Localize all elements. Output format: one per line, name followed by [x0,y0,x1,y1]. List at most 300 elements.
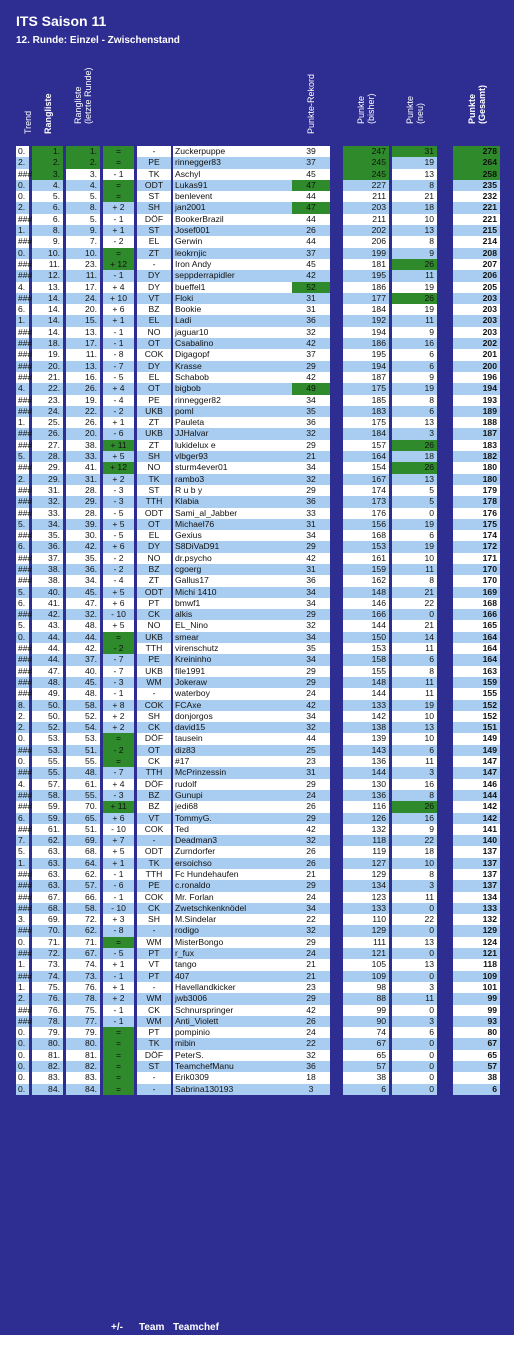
cell-rank: 73. [32,959,63,970]
cell-chief: Zuckerpuppe [173,146,302,157]
cell-trend: ### [18,439,33,450]
cell-team: CK [137,1005,171,1016]
cell-pts-new: 19 [392,519,437,530]
cell-chief: BookerBrazil [173,214,302,225]
cell-rank: 44. [32,654,63,665]
cell-pts-before: 183 [343,406,389,417]
cell-record: 32 [292,925,330,936]
cell-rank: 75. [32,982,63,993]
cell-rank-prev: 75. [66,1005,100,1016]
table-row [16,270,500,281]
table-row [16,202,500,213]
cell-delta: - 1 [103,1016,134,1027]
cell-pts-before: 143 [343,745,389,756]
table-row [16,813,500,824]
cell-pts-before: 154 [343,462,389,473]
cell-pts-before: 38 [343,1072,389,1083]
cell-chief: Kreininho [173,654,302,665]
table-row [16,417,500,428]
cell-chief: M.Sindelar [173,914,302,925]
cell-trend: ### [18,891,33,902]
cell-rank: 1. [32,146,63,157]
cell-record: 35 [292,406,330,417]
cell-pts-before: 177 [343,293,389,304]
cell-record: 32 [292,722,330,733]
cell-pts-total: 159 [453,677,500,688]
cell-chief: Zwetschkenknödel [173,903,302,914]
cell-record: 37 [292,248,330,259]
cell-delta: - 7 [103,767,134,778]
cell-chief: Gunupi [173,790,302,801]
table-row [16,711,500,722]
cell-rank: 11. [32,259,63,270]
cell-record: 31 [292,519,330,530]
cell-rank: 33. [32,508,63,519]
table-row [16,180,500,191]
cell-delta: = [103,248,134,259]
cell-trend: 0. [16,756,29,767]
cell-record: 37 [292,349,330,360]
cell-rank: 67. [32,892,63,903]
cell-team: ST [137,225,171,236]
cell-pts-new: 19 [392,700,437,711]
cell-rank: 29. [32,462,63,473]
cell-team: DY [137,361,171,372]
cell-delta: = [103,937,134,948]
table-row [16,304,500,315]
cell-record: 37 [292,157,330,168]
cell-record: 44 [292,191,330,202]
cell-pts-new: 8 [392,236,437,247]
table-row [16,835,500,846]
cell-rank: 14. [32,304,63,315]
cell-pts-new: 16 [392,813,437,824]
cell-team: TK [137,858,171,869]
cell-pts-new: 22 [392,914,437,925]
header-record-cell [292,62,330,144]
cell-delta: - 5 [103,948,134,959]
cell-rank: 37. [32,553,63,564]
cell-chief: Havellandkicker [173,982,302,993]
table-row [16,643,500,654]
cell-pts-before: 139 [343,733,389,744]
cell-pts-before: 174 [343,485,389,496]
cell-pts-new: 11 [392,270,437,281]
cell-team: ZT [137,248,171,259]
cell-pts-total: 155 [453,688,500,699]
cell-rank-prev: 41. [66,462,100,473]
table-row [16,1072,500,1083]
header-rank: Rangliste [42,93,53,134]
cell-pts-new: 8 [392,790,437,801]
cell-pts-new: 6 [392,654,437,665]
cell-rank-prev: 33. [66,451,100,462]
cell-rank-prev: 48. [66,688,100,699]
cell-team: ZT [137,440,171,451]
cell-delta: - 3 [103,485,134,496]
cell-pts-before: 175 [343,383,389,394]
cell-rank-prev: 5. [66,214,100,225]
cell-rank-prev: 22. [66,406,100,417]
cell-pts-total: 152 [453,700,500,711]
cell-delta: - 8 [103,925,134,936]
cell-pts-new: 9 [392,372,437,383]
cell-trend: ### [18,925,33,936]
table-row [16,530,500,541]
cell-pts-before: 133 [343,903,389,914]
cell-rank-prev: 7. [66,236,100,247]
cell-trend: 8. [16,700,29,711]
cell-pts-new: 16 [392,338,437,349]
cell-delta: - 7 [103,361,134,372]
cell-pts-before: 166 [343,609,389,620]
cell-chief: R u b y [173,485,302,496]
cell-chief: rinnegger83 [173,157,302,168]
cell-trend: 6. [16,598,29,609]
cell-rank-prev: 51. [66,824,100,835]
cell-rank: 59. [32,813,63,824]
cell-trend: ### [18,349,33,360]
cell-chief: Michi 1410 [173,587,302,598]
cell-rank-prev: 42. [66,643,100,654]
cell-record: 29 [292,440,330,451]
cell-rank-prev: 61. [66,779,100,790]
cell-record: 42 [292,338,330,349]
cell-chief: virenschutz [173,643,302,654]
cell-chief: Gallus17 [173,575,302,586]
cell-pts-new: 19 [392,304,437,315]
table-row [16,1084,500,1095]
cell-rank: 6. [32,214,63,225]
cell-pts-before: 176 [343,508,389,519]
cell-pts-before: 206 [343,236,389,247]
cell-pts-before: 144 [343,688,389,699]
cell-pts-before: 129 [343,869,389,880]
cell-trend: 1. [16,225,29,236]
cell-trend: 2. [16,202,29,213]
cell-pts-before: 167 [343,474,389,485]
cell-record: 26 [292,801,330,812]
cell-pts-total: 121 [453,948,500,959]
cell-chief: Gexius [173,530,302,541]
cell-rank: 44. [32,643,63,654]
cell-rank: 71. [32,937,63,948]
cell-delta: = [103,632,134,643]
cell-trend: 5. [16,620,29,631]
cell-trend: ### [18,496,33,507]
cell-chief: MisterBongo [173,937,302,948]
cell-delta: + 5 [103,451,134,462]
cell-rank-prev: 47. [66,598,100,609]
cell-delta: + 2 [103,993,134,1004]
cell-trend: 0. [16,1084,29,1095]
cell-rank-prev: 53. [66,733,100,744]
cell-trend: ### [18,462,33,473]
page-title: ITS Saison 11 [16,13,107,29]
cell-team: OT [137,745,171,756]
cell-delta: = [103,1038,134,1049]
cell-pts-total: 80 [453,1027,500,1038]
cell-rank: 26. [32,428,63,439]
table-row [16,620,500,631]
cell-delta: - 1 [103,338,134,349]
cell-delta: = [103,1084,134,1095]
cell-pts-before: 130 [343,779,389,790]
cell-rank-prev: 10. [66,248,100,259]
cell-record: 29 [292,779,330,790]
cell-delta: - 10 [103,903,134,914]
table-row [16,541,500,552]
cell-trend: ### [18,1015,33,1026]
cell-record: 42 [292,824,330,835]
cell-trend: ### [18,869,33,879]
table-row [16,914,500,925]
cell-rank-prev: 31. [66,474,100,485]
cell-pts-before: 156 [343,519,389,530]
cell-pts-total: 206 [453,270,500,281]
cell-pts-total: 99 [453,993,500,1004]
table-row [16,869,500,880]
cell-rank-prev: 3. [66,169,100,180]
cell-pts-total: 151 [453,722,500,733]
cell-rank: 63. [32,858,63,869]
cell-trend: 1. [16,315,29,326]
cell-pts-before: 148 [343,677,389,688]
table-row [16,383,500,394]
cell-pts-new: 11 [392,315,437,326]
cell-pts-new: 3 [392,428,437,439]
cell-team: SH [137,451,171,462]
cell-pts-before: 126 [343,813,389,824]
cell-delta: - 2 [103,745,134,756]
table-row [16,236,500,247]
cell-rank: 76. [32,993,63,1004]
cell-delta: - 3 [103,496,134,507]
cell-delta: + 10 [103,293,134,304]
cell-record: 39 [292,146,330,157]
cell-delta: - 2 [103,564,134,575]
cell-pts-total: 171 [453,553,500,564]
cell-team: - [137,688,171,699]
cell-delta: + 5 [103,846,134,857]
cell-pts-total: 203 [453,304,500,315]
cell-delta: - 1 [103,169,134,180]
table-row [16,609,500,620]
cell-chief: bueffel1 [173,282,302,293]
header-pts-before-cell [343,62,389,144]
table-row [16,1005,500,1016]
cell-pts-new: 8 [392,180,437,191]
cell-pts-before: 121 [343,948,389,959]
table-row [16,248,500,259]
cell-record: 31 [292,293,330,304]
cell-rank-prev: 55. [66,790,100,801]
table-row [16,959,500,970]
cell-team: VT [137,813,171,824]
cell-team: DÖF [137,733,171,744]
cell-team: SH [137,914,171,925]
cell-trend: ### [18,643,33,654]
cell-pts-new: 11 [392,677,437,688]
cell-rank: 48. [32,677,63,688]
cell-pts-new: 11 [392,892,437,903]
cell-record: 34 [292,598,330,609]
cell-rank: 40. [32,587,63,598]
cell-rank-prev: 19. [66,395,100,406]
cell-chief: smear [173,632,302,643]
cell-trend: 7. [16,835,29,846]
cell-delta: - 1 [103,327,134,338]
cell-pts-new: 6 [392,745,437,756]
cell-rank: 55. [32,767,63,778]
cell-record: 34 [292,711,330,722]
cell-team: UKB [137,632,171,643]
cell-record: 24 [292,790,330,801]
cell-team: TTH [137,496,171,507]
cell-pts-new: 14 [392,632,437,643]
cell-chief: Michael76 [173,519,302,530]
cell-pts-new: 3 [392,982,437,993]
cell-rank-prev: 34. [66,575,100,586]
cell-pts-before: 184 [343,304,389,315]
cell-pts-new: 11 [392,688,437,699]
cell-rank: 68. [32,903,63,914]
cell-trend: 5. [16,519,29,530]
cell-pts-new: 8 [392,666,437,677]
cell-delta: + 6 [103,541,134,552]
table-row [16,1038,500,1049]
table-row [16,553,500,564]
cell-pts-before: 67 [343,1038,389,1049]
cell-team: PE [137,880,171,891]
cell-delta: = [103,191,134,202]
table-row [16,858,500,869]
cell-rank: 23. [32,395,63,406]
cell-rank: 36. [32,541,63,552]
cell-team: COK [137,892,171,903]
cell-pts-new: 10 [392,553,437,564]
cell-chief: diz83 [173,745,302,756]
cell-chief: Jokeraw [173,677,302,688]
cell-delta: + 12 [103,259,134,270]
cell-delta: = [103,1050,134,1061]
cell-pts-total: 203 [453,293,500,304]
table-row [16,214,500,225]
cell-chief: Erik0309 [173,1072,302,1083]
cell-pts-total: 215 [453,225,500,236]
cell-pts-before: 195 [343,349,389,360]
cell-rank-prev: 28. [66,508,100,519]
cell-pts-before: 110 [343,914,389,925]
cell-pts-before: 245 [343,157,389,168]
cell-pts-before: 247 [343,146,389,157]
cell-pts-new: 0 [392,508,437,519]
cell-rank: 59. [32,801,63,812]
cell-pts-total: 144 [453,790,500,801]
cell-pts-new: 13 [392,937,437,948]
cell-trend: 0. [16,248,29,259]
cell-rank-prev: 1. [66,146,100,157]
table-row [16,903,500,914]
cell-pts-before: 245 [343,169,389,180]
cell-delta: + 4 [103,383,134,394]
cell-delta: - 7 [103,666,134,677]
cell-record: 29 [292,541,330,552]
cell-rank-prev: 82. [66,1061,100,1072]
cell-delta: - 1 [103,892,134,903]
cell-chief: Floki [173,293,302,304]
cell-record: 34 [292,395,330,406]
cell-rank-prev: 58. [66,700,100,711]
cell-rank-prev: 20. [66,304,100,315]
cell-chief: ersoichso [173,858,302,869]
cell-pts-total: 178 [453,496,500,507]
cell-chief: Zurndorfer [173,846,302,857]
cell-pts-new: 6 [392,406,437,417]
cell-trend: ### [18,665,33,676]
cell-pts-new: 3 [392,1016,437,1027]
cell-trend: 3. [16,914,29,925]
cell-pts-total: 202 [453,338,500,349]
table-row [16,508,500,519]
cell-pts-new: 18 [392,202,437,213]
cell-team: COK [137,700,171,711]
cell-chief: leokrnjic [173,248,302,259]
cell-pts-total: 166 [453,609,500,620]
cell-rank: 63. [32,869,63,880]
cell-trend: 1. [16,982,29,993]
cell-rank: 3. [32,169,63,180]
cell-trend: ### [18,654,33,665]
cell-pts-before: 173 [343,496,389,507]
cell-rank-prev: 62. [66,925,100,936]
cell-trend: 2. [16,722,29,733]
table-row [16,575,500,586]
cell-pts-new: 19 [392,282,437,293]
cell-pts-new: 26 [392,259,437,270]
cell-delta: - 2 [103,236,134,247]
cell-trend: ### [18,371,33,382]
cell-team: SH [137,711,171,722]
cell-pts-new: 21 [392,620,437,631]
cell-rank: 34. [32,519,63,530]
cell-rank-prev: 74. [66,959,100,970]
cell-chief: seppderrapidler [173,270,302,281]
standings-table [16,146,500,1095]
header-pts-new: Punkte (neu) [404,95,425,124]
cell-record: 3 [292,1084,330,1095]
cell-record: 22 [292,914,330,925]
cell-rank-prev: 11. [66,349,100,360]
cell-chief: bmwf1 [173,598,302,609]
cell-pts-total: 99 [453,1005,500,1016]
table-row [16,519,500,530]
cell-rank-prev: 72. [66,914,100,925]
cell-team: NO [137,553,171,564]
cell-chief: lukidelux e [173,440,302,451]
cell-pts-new: 6 [392,349,437,360]
table-row [16,688,500,699]
cell-pts-before: 119 [343,846,389,857]
cell-rank-prev: 20. [66,428,100,439]
cell-record: 21 [292,451,330,462]
cell-delta: = [103,146,134,157]
cell-pts-total: 201 [453,349,500,360]
cell-chief: Sami_al_Jabber [173,508,302,519]
cell-record: 42 [292,700,330,711]
cell-trend: 1. [16,417,29,428]
cell-delta: - 1 [103,869,134,880]
